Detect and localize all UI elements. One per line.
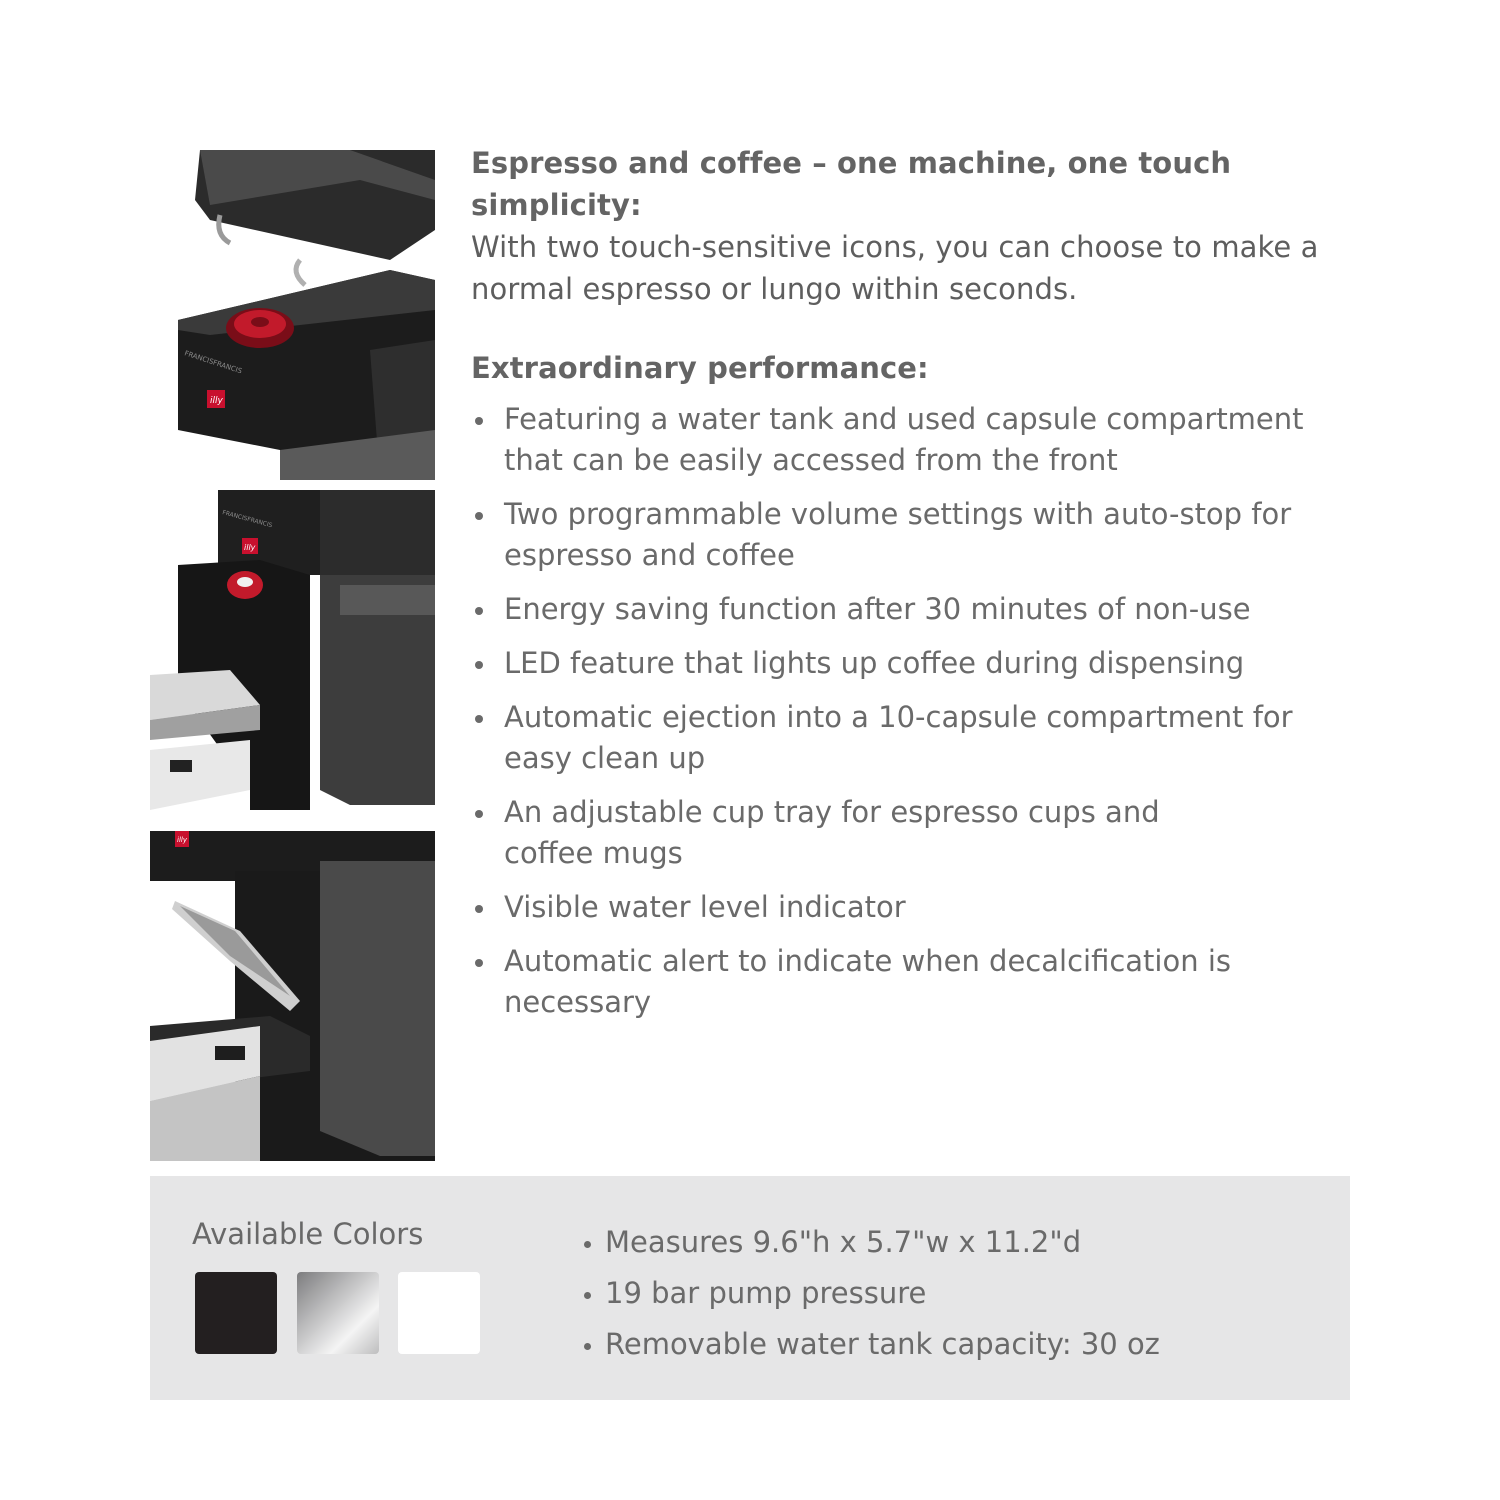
maker-wordmark: FRANCISFRANCIS: [221, 509, 274, 530]
feature-item: Automatic ejection into a 10-capsule compartment for easy clean up: [471, 697, 1304, 779]
machine-top-illustration: [150, 150, 435, 480]
feature-list: [471, 399, 1371, 1023]
feature-item: An adjustable cup tray for espresso cups and coffee mugs: [471, 792, 1204, 874]
feature-item: Automatic alert to indicate when decalcification is necessary: [471, 941, 1294, 1023]
product-photo-capsule-lid-open: [150, 150, 435, 480]
illy-logo: illy: [244, 543, 256, 552]
spec-item: 19 bar pump pressure: [582, 1268, 1160, 1319]
available-colors-title: Available Colors: [192, 1217, 424, 1251]
spec-item: Removable water tank capacity: 30 oz: [582, 1319, 1160, 1370]
color-swatch-black[interactable]: [195, 1272, 277, 1354]
intro-body: With two touch-sensitive icons, you can choose to make a normal espresso or lungo within seconds.: [471, 230, 1319, 306]
product-photo-drawer-open: [150, 490, 435, 820]
feature-item: Energy saving function after 30 minutes of non-use: [471, 589, 1334, 630]
spec-item: Measures 9.6"h x 5.7"w x 11.2"d: [582, 1217, 1160, 1268]
color-swatch-white[interactable]: [398, 1272, 480, 1354]
product-photo-cup-tray: [150, 831, 435, 1161]
intro-title: Espresso and coffee – one machine, one touch simplicity:: [471, 146, 1232, 222]
feature-item: Featuring a water tank and used capsule compartment that can be easily accessed from the front: [471, 399, 1334, 481]
performance-title: Extraordinary performance:: [471, 351, 929, 385]
feature-item: Two programmable volume settings with auto-stop for espresso and coffee: [471, 494, 1304, 576]
feature-item: LED feature that lights up coffee during dispensing: [471, 643, 1334, 684]
illy-logo: illy: [177, 836, 187, 844]
illy-logo: illy: [210, 396, 223, 406]
color-swatch-silver[interactable]: [297, 1272, 379, 1354]
maker-wordmark: FRANCISFRANCIS: [183, 349, 243, 376]
machine-cup-tray-illustration: [150, 831, 435, 1161]
spec-list: [582, 1217, 1160, 1370]
description-content: [471, 142, 1371, 1036]
feature-item: Visible water level indicator: [471, 887, 1334, 928]
machine-drawer-illustration: [150, 490, 435, 820]
spec-panel: [150, 1176, 1350, 1400]
